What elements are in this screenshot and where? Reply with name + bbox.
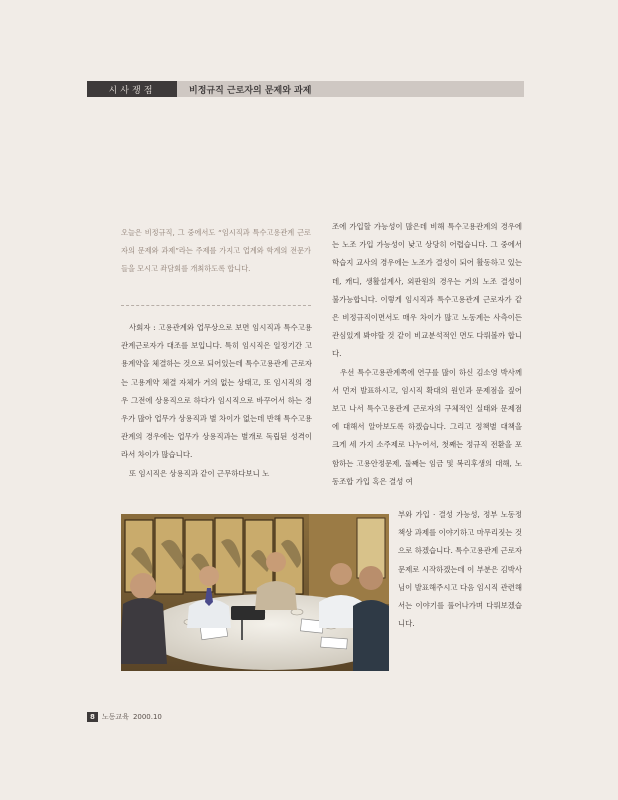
right-paragraph-2 <box>332 364 522 491</box>
left-paragraph-2 <box>121 465 312 483</box>
article-title: 비정규직 근로자의 문제와 과제 <box>177 81 524 97</box>
left-text-2: 또 임시직은 상용직과 같이 근무하다보니 노 <box>129 468 270 478</box>
page-footer <box>87 712 162 722</box>
right-paragraph-1: 조에 가입할 가능성이 많은데 비해 특수고용관계의 경우에는 노조 가입 가능성이 낮고 상당히 어렵습니다. 그 중에서 학습지 교사의 경우에는 노조가 결성이 되어 활동하고 있는데, 캐디, 생활설계사, 외판원의 경우는 거의 노조 결성이 불가능합니다. 이렇게 임시직과 특수고용관계 근로자가 같은 비정규직이면서도 매우 차이가 많고 노동계는 사측이든 관심있게 봐야할 것 같이 비교분석적인 면도 다뤄볼까 합니다. <box>332 222 522 359</box>
section-header <box>87 81 524 97</box>
photo-illustration <box>121 514 389 671</box>
section-label: 시사쟁점 <box>87 81 177 97</box>
moderator-paragraph <box>121 319 312 465</box>
right-paragraph-3: 부와 가입 · 결성 가능성, 정부 노동정책상 과제를 이야기하고 마무리짓는 것으로 하겠습니다. 특수고용관계 근로자 문제로 시작하겠는데 이 부분은 김박사님이 발표해주시고 다음 임시직 관련해서는 이야기를 풀어나가며 다뤄보겠습니다. <box>398 510 522 629</box>
issue-date: 2000.10 <box>132 713 162 721</box>
intro-paragraph: 오늘은 비정규직, 그 중에서도 “임시직과 특수고용관계 근로자의 문제와 과제”라는 주제를 가지고 업계와 학계의 전문가들을 모시고 좌담회를 개최하도록 합니다. <box>121 228 311 273</box>
left-column <box>121 319 312 483</box>
page-number: 8 <box>87 712 98 722</box>
right-column-top <box>332 218 522 491</box>
publication-name: 노동교육 <box>101 713 129 721</box>
moderator-text: 사회자 : 고용관계와 업무상으로 보면 임시직과 특수고용관계근로자가 대조를 보입니다. 특히 임시직은 일정기간 고용계약을 체결하는 것으로 되어있는데 특수고용관계 근로자는 고용계약 체결 자체가 거의 없는 상태고, 또 임시직의 경우 그전에 상용직으로 하다가 임시직으로 바꾸어서 하는 경우가 많아 업무가 상용직과 별 차이가 없는데 반해 특수고용관계의 경우에는 업무가 상용직과는 별개로 독립된 성격이라서 차이가 많습니다. <box>121 323 312 460</box>
dashed-divider <box>121 305 311 306</box>
roundtable-photo <box>121 514 389 671</box>
right-column-bottom <box>398 506 522 633</box>
right-text-2: 우선 특수고용관계쪽에 연구를 많이 하신 김소영 박사께서 먼저 발표하시고, 임시직 확대의 원인과 문제점을 짚어보고 나서 특수고용관계 근로자의 구체적인 실태와 문제점에 대해서 알아보도록 하겠습니다. 그리고 정책별 대책을 크게 세 가지 소주제로 나누어서, 첫째는 정규직 전환을 포함하는 고용안정문제, 둘째는 임금 및 복리후생의 대해, 노동조합 가입 혹은 결성 여 <box>332 367 522 486</box>
